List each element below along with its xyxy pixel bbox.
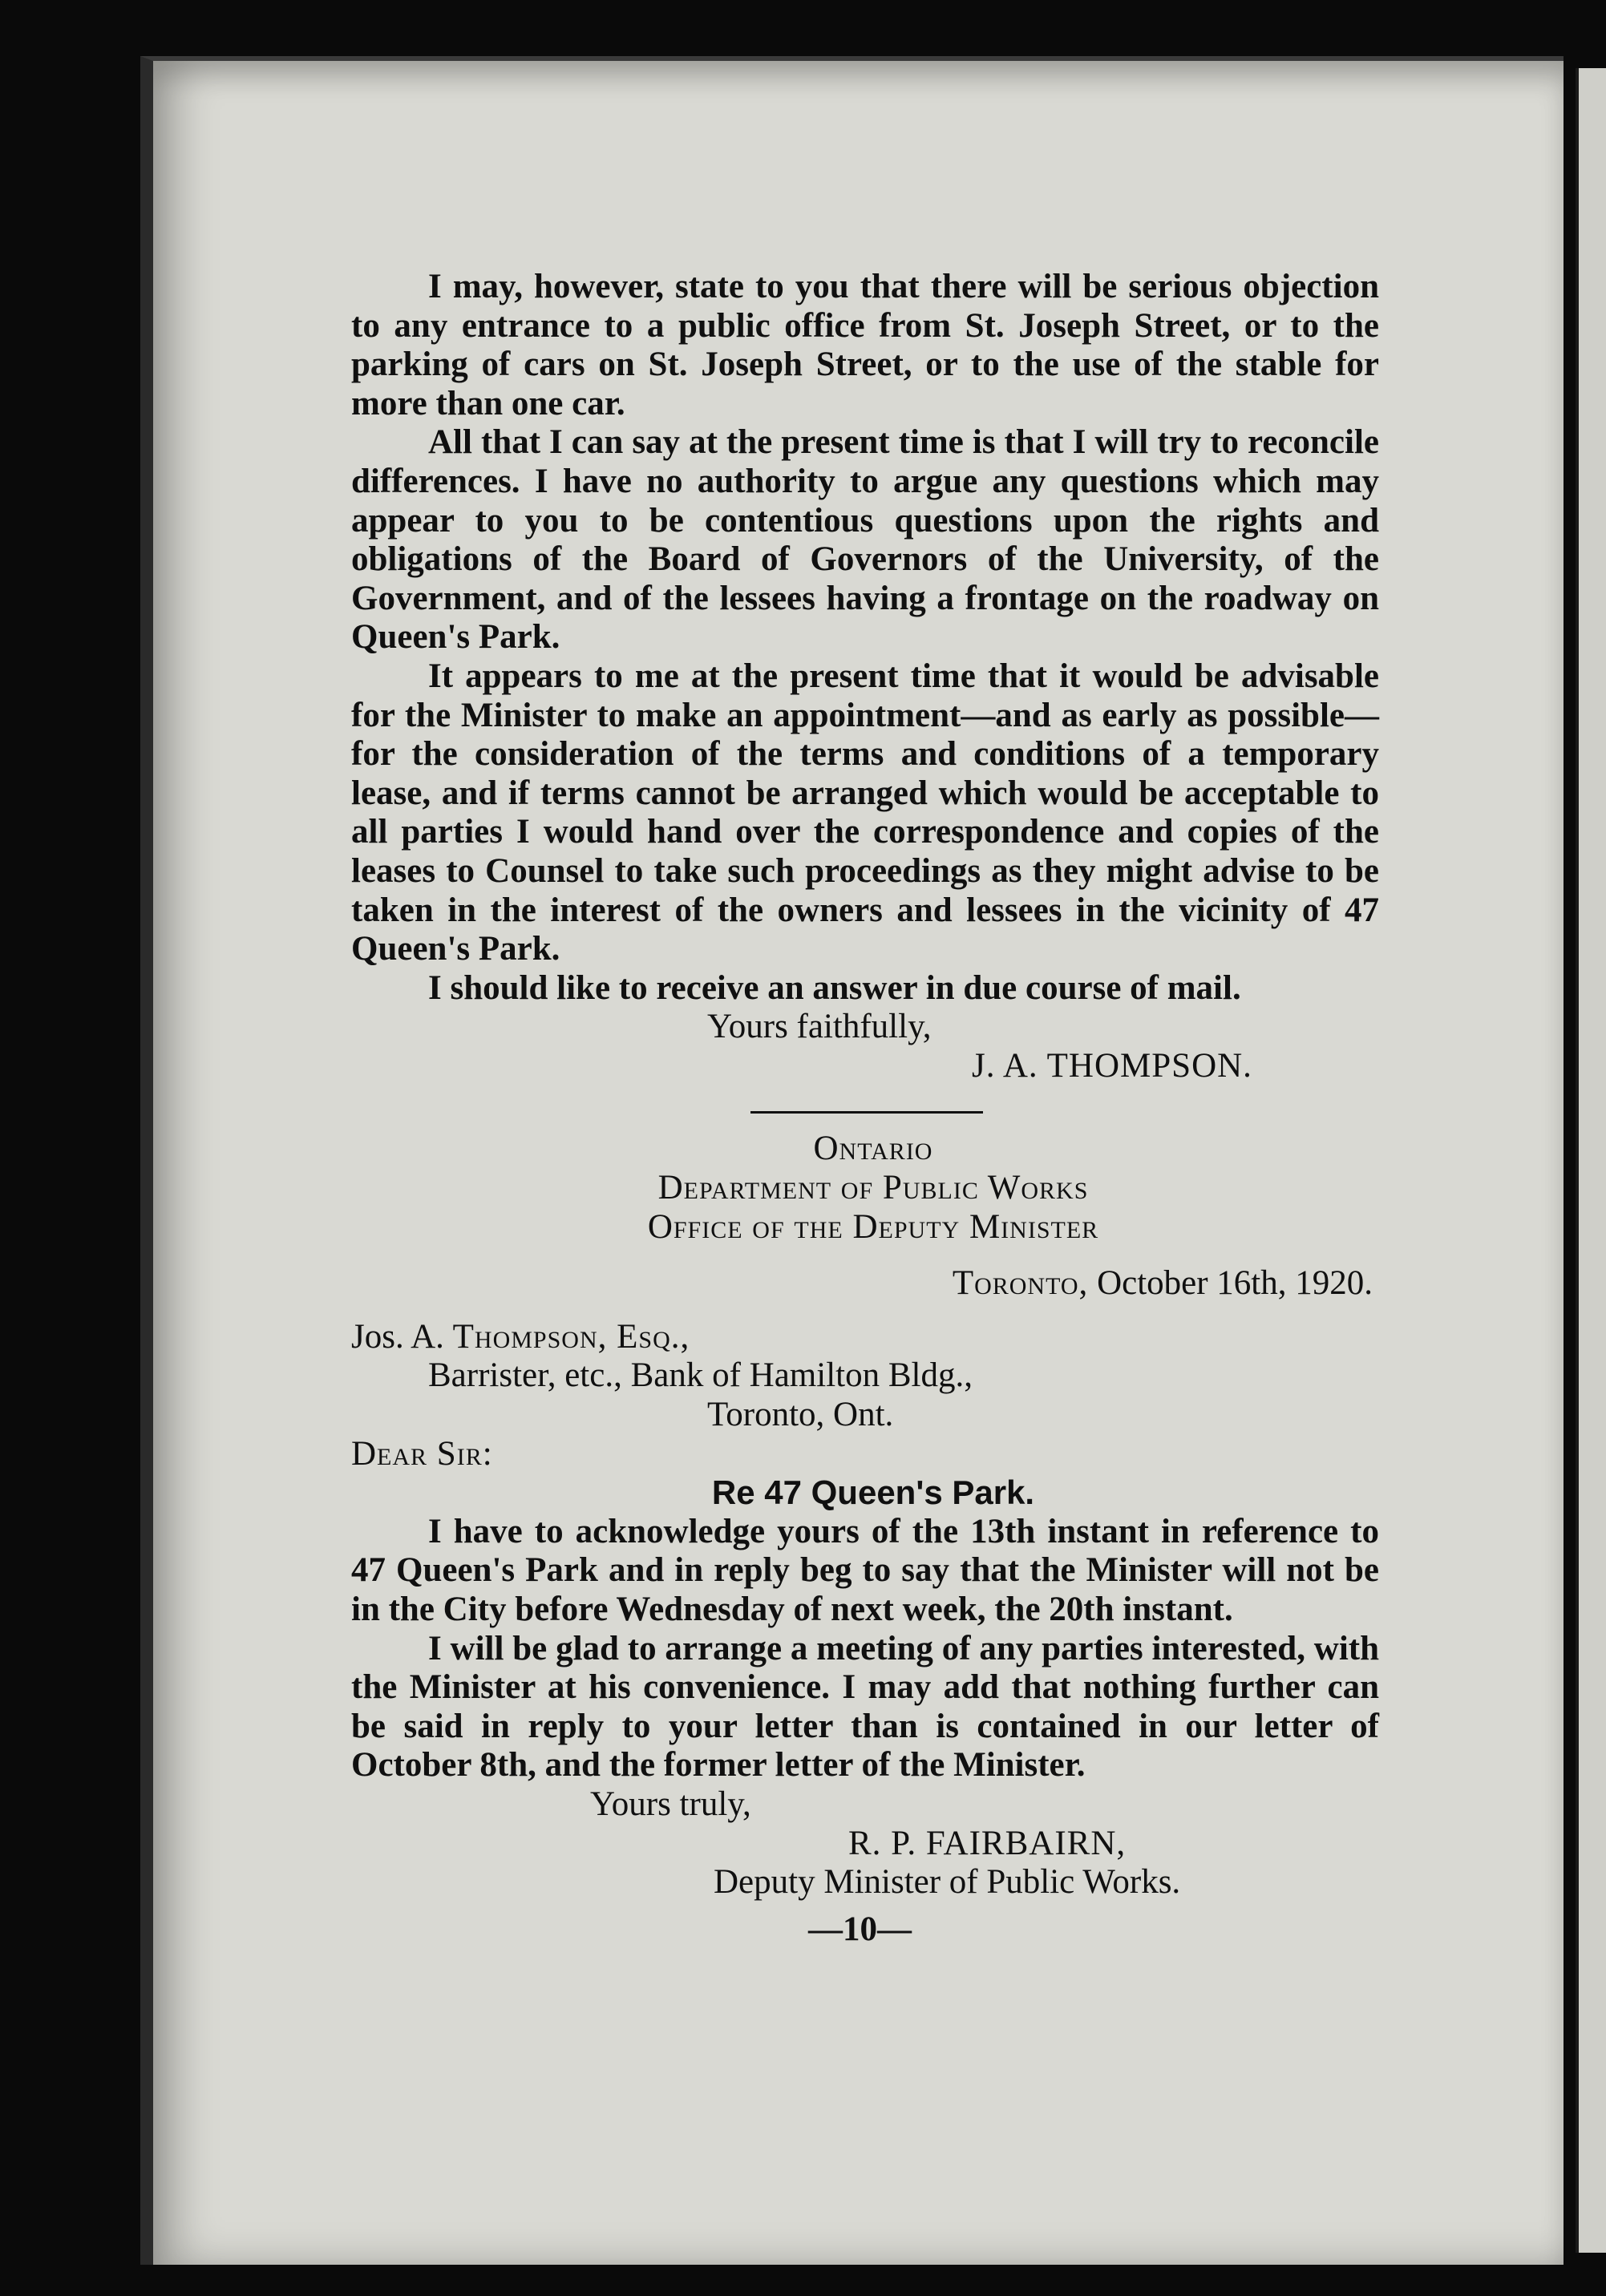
section-divider <box>750 1111 983 1114</box>
letter1-paragraph-2: All that I can say at the present time is that I will try to reconcile differences. I have no authority to argue any questions which may appear to you to be contentious questions upon the rights and obligations of the Board of Governors of the University, of the Government, and of the lessees having a frontage on the roadway on Queen's Park. <box>351 423 1379 657</box>
address-name: Thompson, Esq., <box>452 1317 690 1356</box>
letter2-salutation: Dear Sir: <box>351 1434 493 1473</box>
letter2-dateline <box>351 1264 1379 1304</box>
letter2-subject: Re 47 Queen's Park. <box>711 1473 1035 1512</box>
address-name-line <box>351 1318 1379 1357</box>
letter2-signature: R. P. FAIRBAIRN, <box>848 1824 1127 1862</box>
adjacent-page-edge <box>1576 68 1606 2253</box>
letter1-closing: Yours faithfully, <box>707 1008 932 1046</box>
letterhead-department: Department of Public Works <box>657 1169 1089 1207</box>
letter1-paragraph-4: I should like to receive an answer in due course of mail. <box>428 968 1241 1007</box>
address-line-3: Toronto, Ont. <box>707 1396 894 1434</box>
letterhead-ontario: Ontario <box>813 1130 933 1168</box>
letter2-date: October 16th, 1920. <box>1097 1264 1373 1303</box>
letter2-place: Toronto, <box>952 1264 1089 1303</box>
address-line-2: Barrister, etc., Bank of Hamilton Bldg., <box>428 1356 973 1395</box>
letter2-address <box>351 1318 1379 1435</box>
letter2-closing: Yours truly, <box>590 1785 751 1823</box>
page-number: —10— <box>808 1910 912 1948</box>
letter2-paragraph-1: I have to acknowledge yours of the 13th instant in reference to 47 Queen's Park and in reply beg to say that the Minister will not be in the City before Wednesday of next week, the 20th instant. <box>351 1512 1379 1628</box>
letter1-paragraph-3: It appears to me at the present time that it would be advisable for the Minister to make an appointment—and as early as possible—for the consideration of the terms and conditions of a temporary lease, and if terms cannot be arranged which would be acceptable to all parties I would hand over the correspondence and copies of the leases to Counsel to take such proceedings as they might advise to be taken in the interest of the owners and lessees in the vicinity of 47 Queen's Park. <box>351 657 1379 968</box>
letterhead-office: Office of the Deputy Minister <box>647 1207 1099 1246</box>
address-name-prefix: Jos. A. <box>351 1317 444 1356</box>
letter2-title: Deputy Minister of Public Works. <box>714 1863 1181 1902</box>
letter1-signature: J. A. THOMPSON. <box>972 1046 1252 1085</box>
letter2-paragraph-2: I will be glad to arrange a meeting of any parties interested, with the Minister at his convenience. I may add that nothing further can be said in reply to your letter than is contained in our letter of October 8th, and the former letter of the Minister. <box>351 1629 1379 1785</box>
letter1-paragraph-1: I may, however, state to you that there will be serious objection to any entrance to a public office from St. Joseph Street, or to the parking of cars on St. Joseph Street, or to the use of the stable for more than one car. <box>351 268 1379 422</box>
page-text <box>351 268 1379 1949</box>
